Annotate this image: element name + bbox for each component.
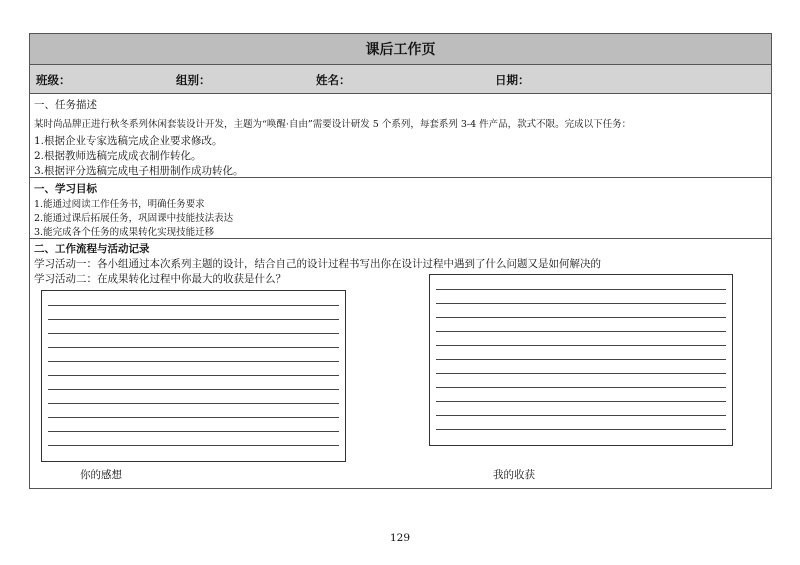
writing-line — [48, 403, 339, 404]
worksheet-title: 课后工作页 — [30, 34, 771, 65]
writing-line — [436, 387, 726, 388]
writing-line — [48, 445, 339, 446]
worksheet — [29, 33, 772, 489]
writing-line — [436, 331, 726, 332]
writing-line — [48, 333, 339, 334]
writing-line — [48, 417, 339, 418]
writing-line — [48, 347, 339, 348]
task-item-3: 3.根据评分选稿完成电子相册制作成功转化。 — [34, 165, 244, 177]
goals-section — [30, 179, 771, 239]
writing-line — [436, 429, 726, 430]
goals-heading: 一、学习目标 — [34, 183, 97, 195]
writing-line — [436, 289, 726, 290]
task-heading: 一、任务描述 — [34, 99, 97, 111]
writing-line — [436, 415, 726, 416]
name-label: 姓名： — [316, 73, 351, 87]
page-number: 129 — [389, 532, 411, 544]
task-item-2: 2.根据教师选稿完成成衣制作转化。 — [34, 150, 202, 162]
writing-line — [436, 345, 726, 346]
writing-line — [48, 319, 339, 320]
writing-line — [48, 375, 339, 376]
writing-line — [48, 305, 339, 306]
task-description: 某时尚品牌正进行秋冬系列休闲套装设计开发，主题为“唤醒·自由”需要设计研发 5 个系列，每套系列 3-4 件产品，款式不限。完成以下任务： — [34, 119, 632, 130]
writing-line — [48, 361, 339, 362]
task-item-1: 1.根据企业专家选稿完成企业要求修改。 — [34, 135, 223, 147]
gains-caption: 我的收获 — [493, 469, 535, 481]
date-label: 日期： — [495, 73, 530, 87]
goal-item-2: 2.能通过课后拓展任务，巩固课中技能技法表达 — [34, 213, 234, 224]
group-label: 组别： — [176, 73, 211, 87]
info-bar — [30, 65, 771, 94]
class-label: 班级： — [36, 73, 71, 87]
writing-line — [48, 389, 339, 390]
workflow-heading: 二、工作流程与活动记录 — [34, 243, 150, 255]
writing-line — [436, 317, 726, 318]
writing-line — [436, 359, 726, 360]
writing-line — [436, 373, 726, 374]
writing-line — [436, 303, 726, 304]
gains-writing-box[interactable] — [429, 274, 733, 446]
task-section — [30, 94, 771, 178]
writing-line — [48, 431, 339, 432]
activity-one: 学习活动一：各小组通过本次系列主题的设计，结合自己的设计过程书写出你在设计过程中遇到了什么问题又是如何解决的 — [34, 258, 601, 270]
activity-two: 学习活动二：在成果转化过程中你最大的收获是什么？ — [34, 273, 286, 285]
goal-item-1: 1.能通过阅读工作任务书，明确任务要求 — [34, 199, 205, 210]
reflection-writing-box[interactable] — [41, 290, 346, 462]
reflection-caption: 你的感想 — [80, 469, 122, 481]
goal-item-3: 3.能完成各个任务的成果转化实现技能迁移 — [34, 227, 215, 238]
workflow-section — [30, 240, 771, 490]
writing-line — [436, 401, 726, 402]
